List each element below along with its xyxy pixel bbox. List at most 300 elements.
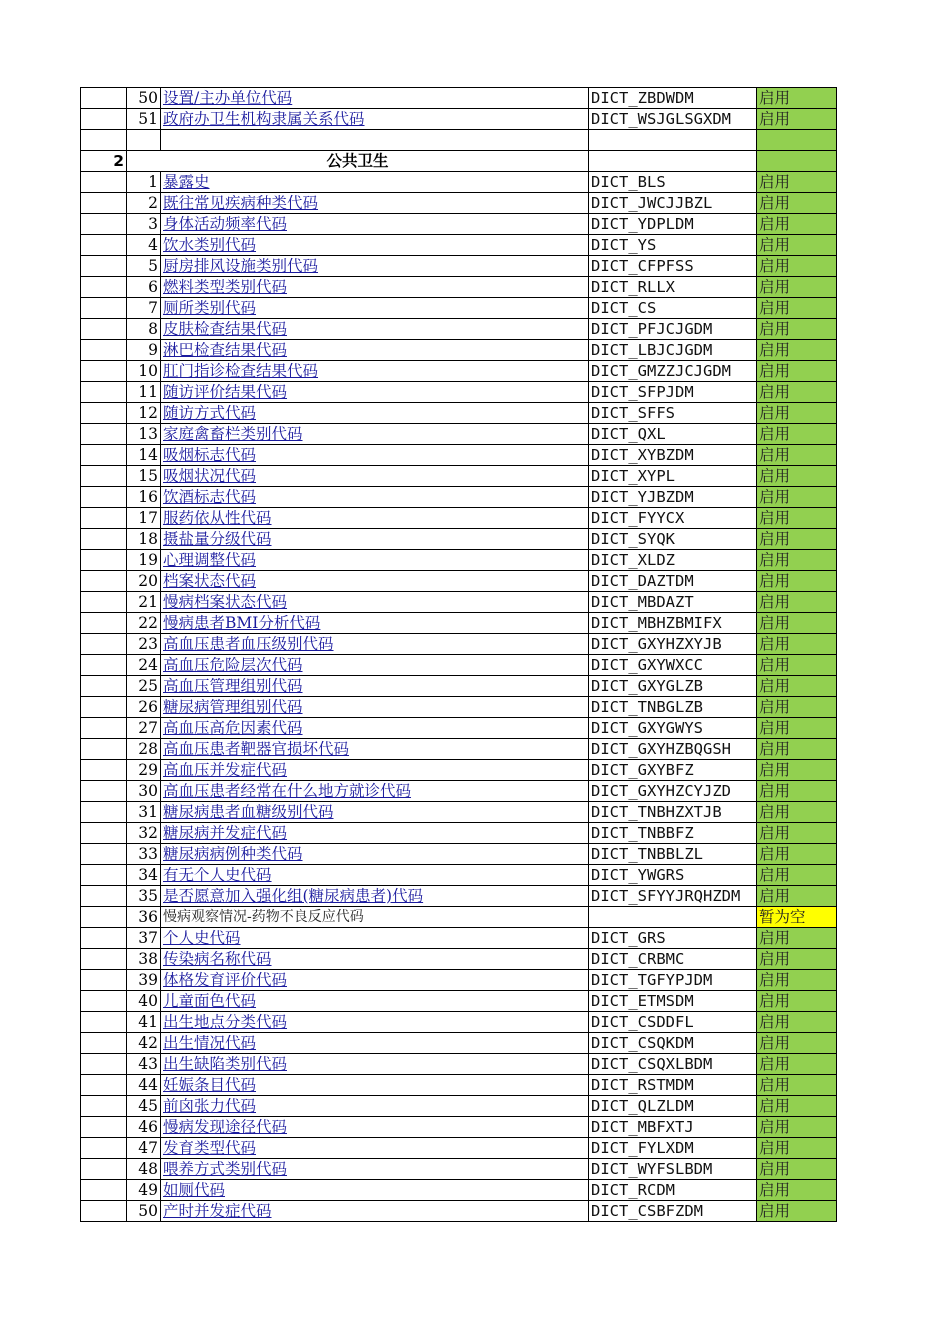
status-cell: 启用 (757, 759, 837, 780)
table-row (81, 780, 837, 801)
group-cell (81, 486, 127, 507)
row-index: 28 (127, 738, 161, 759)
row-index: 48 (127, 1158, 161, 1179)
dict-code: DICT_SFPJDM (589, 381, 757, 402)
group-cell (81, 507, 127, 528)
row-index: 41 (127, 1011, 161, 1032)
status-cell: 启用 (757, 1116, 837, 1137)
table-row (81, 948, 837, 969)
group-cell (81, 297, 127, 318)
status-cell: 启用 (757, 633, 837, 654)
dict-link[interactable]: 厕所类别代码 (163, 298, 257, 317)
dict-code: DICT_GXYGWYS (589, 717, 757, 738)
dict-link[interactable]: 出生情况代码 (163, 1033, 257, 1052)
dict-link[interactable]: 糖尿病病例种类代码 (163, 844, 303, 863)
row-index: 15 (127, 465, 161, 486)
row-index: 11 (127, 381, 161, 402)
dict-code: DICT_LBJCJGDM (589, 339, 757, 360)
blank-cell (161, 130, 589, 151)
row-index: 31 (127, 801, 161, 822)
dict-name (161, 1074, 589, 1095)
dict-link[interactable]: 是否愿意加入强化组(糖尿病患者)代码 (163, 886, 424, 905)
group-cell (81, 654, 127, 675)
dict-link[interactable]: 糖尿病管理组别代码 (163, 697, 303, 716)
table-row (81, 1200, 837, 1221)
row-index: 21 (127, 591, 161, 612)
dict-code: DICT_PFJCJGDM (589, 318, 757, 339)
dict-name: 慢病观察情况-药物不良反应代码 (161, 906, 589, 927)
row-index: 37 (127, 927, 161, 948)
status-cell: 启用 (757, 1095, 837, 1116)
row-index: 50 (127, 1200, 161, 1221)
group-cell (81, 843, 127, 864)
dict-name (161, 255, 589, 276)
dict-code: DICT_GXYWXCC (589, 654, 757, 675)
group-cell (81, 633, 127, 654)
dict-name (161, 423, 589, 444)
table-row (81, 486, 837, 507)
dict-code: DICT_DAZTDM (589, 570, 757, 591)
dict-code: DICT_YS (589, 234, 757, 255)
status-cell: 启用 (757, 444, 837, 465)
table-row (81, 339, 837, 360)
dict-code: DICT_QLZLDM (589, 1095, 757, 1116)
dict-code: DICT_CFPFSS (589, 255, 757, 276)
dict-link[interactable]: 糖尿病并发症代码 (163, 823, 288, 842)
dict-link[interactable]: 饮水类别代码 (163, 235, 257, 254)
table-row (81, 255, 837, 276)
status-cell: 启用 (757, 990, 837, 1011)
row-index: 24 (127, 654, 161, 675)
dict-name (161, 1116, 589, 1137)
dict-code: DICT_SYQK (589, 528, 757, 549)
status-cell: 启用 (757, 696, 837, 717)
status-cell: 启用 (757, 234, 837, 255)
table-row (81, 171, 837, 192)
dict-link[interactable]: 高血压危险层次代码 (163, 655, 303, 674)
status-cell: 启用 (757, 948, 837, 969)
dict-code: DICT_RSTMDM (589, 1074, 757, 1095)
dict-name (161, 88, 589, 109)
group-cell (81, 1137, 127, 1158)
row-index: 25 (127, 675, 161, 696)
table-row (81, 1032, 837, 1053)
table-row (81, 1053, 837, 1074)
status-cell: 启用 (757, 801, 837, 822)
table-row (81, 969, 837, 990)
table-row (81, 822, 837, 843)
group-cell (81, 1179, 127, 1200)
table-row (81, 633, 837, 654)
row-index: 19 (127, 549, 161, 570)
dict-link[interactable]: 高血压患者经常在什么地方就诊代码 (163, 781, 412, 800)
dict-link[interactable]: 慢病发现途径代码 (163, 1117, 288, 1136)
table-row (81, 675, 837, 696)
group-cell (81, 780, 127, 801)
dict-link[interactable]: 高血压管理组别代码 (163, 676, 303, 695)
status-cell: 启用 (757, 1011, 837, 1032)
row-index: 17 (127, 507, 161, 528)
dict-link[interactable]: 政府办卫生机构隶属关系代码 (163, 110, 365, 128)
dict-link[interactable]: 有无个人史代码 (163, 865, 272, 884)
dict-link[interactable]: 高血压患者靶器官损坏代码 (163, 739, 350, 758)
group-cell (81, 801, 127, 822)
dict-name (161, 109, 589, 130)
table-row (81, 1095, 837, 1116)
status-cell: 启用 (757, 486, 837, 507)
group-cell (81, 171, 127, 192)
dict-name (161, 612, 589, 633)
dict-code: DICT_GXYGLZB (589, 675, 757, 696)
dict-link[interactable]: 吸烟状况代码 (163, 466, 257, 485)
table-row (81, 465, 837, 486)
row-index: 3 (127, 213, 161, 234)
dict-name (161, 654, 589, 675)
dict-name (161, 549, 589, 570)
dict-link[interactable]: 饮酒标志代码 (163, 487, 257, 506)
dict-code: DICT_ZBDWDM (589, 88, 757, 109)
row-index: 50 (127, 88, 161, 109)
dict-name (161, 759, 589, 780)
row-index: 26 (127, 696, 161, 717)
group-cell (81, 402, 127, 423)
status-cell: 启用 (757, 360, 837, 381)
group-cell (81, 864, 127, 885)
dict-code: DICT_CSDDFL (589, 1011, 757, 1032)
table-row (81, 1116, 837, 1137)
dict-link[interactable]: 传染病名称代码 (163, 949, 272, 968)
section-status-cell (757, 150, 837, 171)
dict-link[interactable]: 如厕代码 (163, 1180, 226, 1199)
dict-name (161, 1095, 589, 1116)
dict-code: DICT_CRBMC (589, 948, 757, 969)
table-row (81, 1179, 837, 1200)
dict-link[interactable]: 高血压患者血压级别代码 (163, 634, 334, 653)
dict-link[interactable]: 服药依从性代码 (163, 508, 272, 527)
status-cell: 启用 (757, 402, 837, 423)
dict-link[interactable]: 高血压并发症代码 (163, 760, 288, 779)
blank-cell (757, 130, 837, 151)
dict-link[interactable]: 档案状态代码 (163, 571, 257, 590)
dict-code: DICT_GMZZJCJGDM (589, 360, 757, 381)
row-index: 4 (127, 234, 161, 255)
group-cell (81, 1011, 127, 1032)
group-cell (81, 1116, 127, 1137)
dict-code: DICT_GRS (589, 927, 757, 948)
dict-link[interactable]: 喂养方式类别代码 (163, 1159, 288, 1178)
row-index: 16 (127, 486, 161, 507)
dict-link[interactable]: 慢病患者BMI分析代码 (163, 613, 321, 632)
dict-code: DICT_CSQKDM (589, 1032, 757, 1053)
dict-link[interactable]: 暴露史 (163, 172, 210, 191)
table-row (81, 213, 837, 234)
status-cell: 启用 (757, 255, 837, 276)
group-cell (81, 675, 127, 696)
dict-code: DICT_WYFSLBDM (589, 1158, 757, 1179)
group-cell (81, 1053, 127, 1074)
row-index: 29 (127, 759, 161, 780)
group-cell (81, 213, 127, 234)
status-cell: 启用 (757, 1200, 837, 1221)
dict-link[interactable]: 前囟张力代码 (163, 1096, 257, 1115)
dict-name (161, 990, 589, 1011)
dict-code: DICT_MBFXTJ (589, 1116, 757, 1137)
status-cell: 启用 (757, 1137, 837, 1158)
dict-link[interactable]: 体格发育评价代码 (163, 970, 288, 989)
dict-name (161, 780, 589, 801)
row-index: 27 (127, 717, 161, 738)
dict-name (161, 1053, 589, 1074)
group-cell (81, 276, 127, 297)
dictionary-table (80, 87, 837, 1222)
dict-name (161, 948, 589, 969)
dict-link[interactable]: 燃料类型类别代码 (163, 277, 288, 296)
table-row (81, 549, 837, 570)
row-index: 42 (127, 1032, 161, 1053)
status-cell: 启用 (757, 192, 837, 213)
table-row (81, 1011, 837, 1032)
dict-code: DICT_GXYHZXYJB (589, 633, 757, 654)
dict-link[interactable]: 妊娠条目代码 (163, 1075, 257, 1094)
status-cell: 启用 (757, 1032, 837, 1053)
status-cell: 启用 (757, 213, 837, 234)
dict-code: DICT_GXYHZCYJZD (589, 780, 757, 801)
section-code-cell (589, 150, 757, 171)
status-cell: 启用 (757, 1053, 837, 1074)
dict-name (161, 1200, 589, 1221)
table-row (81, 759, 837, 780)
row-index: 35 (127, 885, 161, 906)
dict-link[interactable]: 肛门指诊检查结果代码 (163, 361, 319, 380)
status-cell: 启用 (757, 1179, 837, 1200)
dict-name (161, 318, 589, 339)
dict-name (161, 297, 589, 318)
group-cell (81, 1095, 127, 1116)
row-index: 40 (127, 990, 161, 1011)
dict-link[interactable]: 皮肤检查结果代码 (163, 319, 288, 338)
group-cell (81, 612, 127, 633)
dict-code: DICT_SFYYJRQHZDM (589, 885, 757, 906)
dict-name (161, 444, 589, 465)
dict-name (161, 570, 589, 591)
row-index: 51 (127, 109, 161, 130)
group-cell (81, 444, 127, 465)
dict-code: DICT_YWGRS (589, 864, 757, 885)
status-cell: 启用 (757, 1158, 837, 1179)
row-index: 22 (127, 612, 161, 633)
dict-name (161, 360, 589, 381)
status-cell: 启用 (757, 381, 837, 402)
dict-code (589, 906, 757, 927)
table-row (81, 444, 837, 465)
table-row (81, 402, 837, 423)
status-cell: 启用 (757, 171, 837, 192)
dict-link[interactable]: 出生地点分类代码 (163, 1012, 288, 1031)
dict-name (161, 801, 589, 822)
dict-code: DICT_YJBZDM (589, 486, 757, 507)
section-title: 公共卫生 (127, 150, 589, 171)
dict-code: DICT_FYYCX (589, 507, 757, 528)
status-cell: 启用 (757, 927, 837, 948)
row-index: 36 (127, 906, 161, 927)
status-cell: 启用 (757, 654, 837, 675)
dict-code: DICT_YDPLDM (589, 213, 757, 234)
group-cell (81, 1074, 127, 1095)
dict-name (161, 1137, 589, 1158)
row-index: 39 (127, 969, 161, 990)
status-cell: 启用 (757, 570, 837, 591)
group-cell (81, 927, 127, 948)
row-index: 46 (127, 1116, 161, 1137)
dict-name (161, 843, 589, 864)
row-index: 14 (127, 444, 161, 465)
row-index: 34 (127, 864, 161, 885)
status-cell: 启用 (757, 885, 837, 906)
table-row (81, 88, 837, 109)
dict-link[interactable]: 身体活动频率代码 (163, 214, 288, 233)
dict-link[interactable]: 家庭禽畜栏类别代码 (163, 424, 303, 443)
dict-link[interactable]: 随访方式代码 (163, 403, 257, 422)
dict-name (161, 1011, 589, 1032)
group-cell (81, 381, 127, 402)
status-cell: 启用 (757, 717, 837, 738)
group-cell (81, 1032, 127, 1053)
group-cell (81, 192, 127, 213)
status-cell: 启用 (757, 423, 837, 444)
row-index: 43 (127, 1053, 161, 1074)
blank-row (81, 130, 837, 151)
table-row (81, 1137, 837, 1158)
section-row (81, 150, 837, 171)
group-cell (81, 1158, 127, 1179)
dict-link[interactable]: 吸烟标志代码 (163, 445, 257, 464)
group-cell (81, 948, 127, 969)
dict-name (161, 465, 589, 486)
table-row (81, 297, 837, 318)
group-cell (81, 339, 127, 360)
table-row (81, 738, 837, 759)
table-row (81, 318, 837, 339)
dict-link[interactable]: 慢病档案状态代码 (163, 592, 288, 611)
row-index: 45 (127, 1095, 161, 1116)
row-index: 49 (127, 1179, 161, 1200)
table-row (81, 801, 837, 822)
dict-code: DICT_RLLX (589, 276, 757, 297)
dict-link[interactable]: 摄盐量分级代码 (163, 529, 272, 548)
table-row (81, 591, 837, 612)
dict-link[interactable]: 淋巴检查结果代码 (163, 340, 288, 359)
table-row (81, 696, 837, 717)
dict-link[interactable]: 糖尿病患者血糖级别代码 (163, 802, 334, 821)
status-cell: 暂为空 (757, 906, 837, 927)
group-cell (81, 528, 127, 549)
group-cell (81, 570, 127, 591)
dict-name (161, 192, 589, 213)
status-cell: 启用 (757, 339, 837, 360)
row-index: 10 (127, 360, 161, 381)
dict-name (161, 591, 589, 612)
dict-name (161, 528, 589, 549)
group-cell (81, 109, 127, 130)
blank-cell (81, 130, 127, 151)
dict-name (161, 864, 589, 885)
status-cell: 启用 (757, 780, 837, 801)
group-cell (81, 990, 127, 1011)
dict-link[interactable]: 产时并发症代码 (163, 1201, 272, 1220)
dict-name (161, 675, 589, 696)
dict-link[interactable]: 儿童面色代码 (163, 991, 257, 1010)
row-index: 30 (127, 780, 161, 801)
dict-code: DICT_GXYHZBQGSH (589, 738, 757, 759)
dict-code: DICT_TNBBFZ (589, 822, 757, 843)
table-row (81, 927, 837, 948)
group-cell (81, 255, 127, 276)
dict-code: DICT_XLDZ (589, 549, 757, 570)
table-row (81, 109, 837, 130)
group-cell (81, 906, 127, 927)
table-row (81, 528, 837, 549)
status-cell: 启用 (757, 88, 837, 109)
dict-code: DICT_QXL (589, 423, 757, 444)
dict-link[interactable]: 出生缺陷类别代码 (163, 1054, 288, 1073)
dict-link[interactable]: 既往常见疾病种类代码 (163, 193, 319, 212)
dict-code: DICT_XYPL (589, 465, 757, 486)
group-cell (81, 696, 127, 717)
group-cell (81, 360, 127, 381)
dict-name (161, 1158, 589, 1179)
group-cell (81, 318, 127, 339)
table-row (81, 990, 837, 1011)
dict-link[interactable]: 厨房排风设施类别代码 (163, 256, 319, 275)
section-number: 2 (81, 150, 127, 171)
status-cell: 启用 (757, 109, 837, 130)
group-cell (81, 822, 127, 843)
status-cell: 启用 (757, 297, 837, 318)
table-row (81, 381, 837, 402)
dict-link[interactable]: 发育类型代码 (163, 1138, 257, 1157)
dict-link[interactable]: 心理调整代码 (163, 550, 257, 569)
status-cell: 启用 (757, 591, 837, 612)
dict-code: DICT_TNBHZXTJB (589, 801, 757, 822)
row-index: 47 (127, 1137, 161, 1158)
dict-name (161, 696, 589, 717)
status-cell: 启用 (757, 276, 837, 297)
dict-link[interactable]: 随访评价结果代码 (163, 382, 288, 401)
table-row (81, 423, 837, 444)
status-cell: 启用 (757, 318, 837, 339)
group-cell (81, 234, 127, 255)
row-index: 33 (127, 843, 161, 864)
status-cell: 启用 (757, 1074, 837, 1095)
group-cell (81, 465, 127, 486)
dict-name (161, 1179, 589, 1200)
dict-name (161, 339, 589, 360)
group-cell (81, 88, 127, 109)
row-index: 32 (127, 822, 161, 843)
dict-link[interactable]: 高血压高危因素代码 (163, 718, 303, 737)
group-cell (81, 549, 127, 570)
dict-code: DICT_BLS (589, 171, 757, 192)
table-body (81, 88, 837, 1222)
dict-link[interactable]: 设置/主办单位代码 (163, 89, 293, 107)
dict-code: DICT_TNBBLZL (589, 843, 757, 864)
row-index: 7 (127, 297, 161, 318)
dict-link[interactable]: 个人史代码 (163, 928, 241, 947)
dict-name (161, 381, 589, 402)
row-index: 6 (127, 276, 161, 297)
dict-code: DICT_CS (589, 297, 757, 318)
row-index: 20 (127, 570, 161, 591)
